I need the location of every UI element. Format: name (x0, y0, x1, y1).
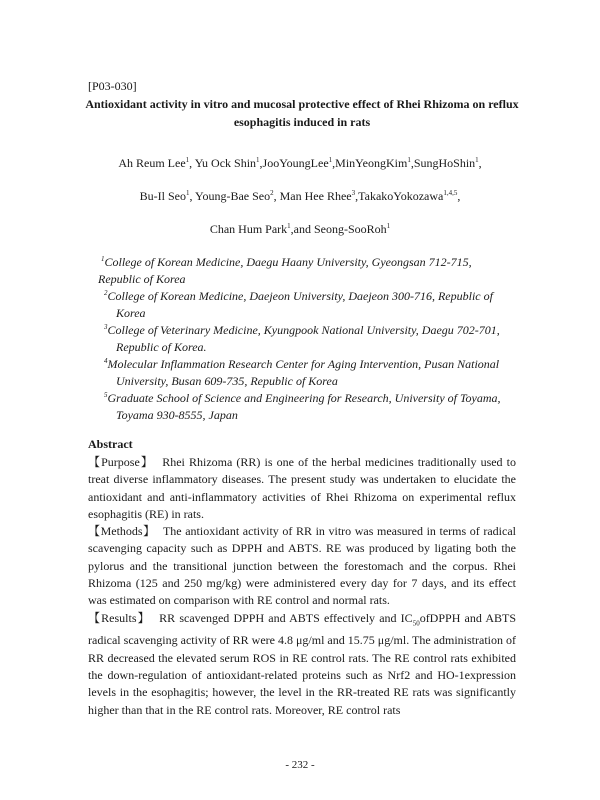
author-separator: , (189, 156, 195, 170)
methods-text: The antioxidant activity of RR in vitro was measured in terms of radical scavenging capacity such as DPPH and ABTS. RE was produced by ligating both the pylorus and the transitional junction between the forestomach and the corpus. Rhei Rhizoma (125 and 250 mg/kg) were administered every day for 7 days, and its effect was estimated on comparison with RE control and normal rats. (88, 524, 516, 608)
author-separator: , (457, 189, 461, 203)
author-name: Ah Reum Lee (118, 156, 186, 170)
affiliation-text-continued: Toyama 930-8555, Japan (116, 408, 238, 422)
author-separator: , (259, 156, 263, 170)
affiliation-mark: 2 (104, 289, 108, 297)
affiliation-text-continued: University, Busan 609-735, Republic of Korea (116, 374, 338, 388)
author-affiliation-mark: 1 (287, 222, 291, 230)
author-affiliation-mark: 3 (351, 189, 356, 197)
author-name: Chan Hum Park (209, 222, 288, 236)
affiliation-text: Molecular Inflammation Research Center for Aging Intervention, Pusan National (107, 357, 500, 371)
affiliation-item (104, 319, 519, 356)
author-separator: , (478, 156, 482, 170)
author-name: Bu-Il Seo (139, 189, 186, 203)
affiliation-item (98, 251, 516, 288)
author-name: Young-Bae Seo (195, 189, 271, 203)
affiliation-mark: 3 (104, 323, 108, 331)
author-affiliation-mark: 1 (386, 222, 391, 230)
author-affiliation-mark: 1 (185, 156, 190, 164)
affiliation-mark: 4 (104, 357, 108, 365)
paper-title: Antioxidant activity in vitro and mucosal protective effect of Rhei Rhizoma on reflux esophagitis induced in rats (85, 97, 519, 129)
affiliation-text: College of Veterinary Medicine, Kyungpook National University, Daegu 702-701, (107, 323, 500, 337)
author-affiliation-mark: 1 (256, 156, 260, 164)
results-label: 【Results】 (88, 610, 151, 625)
author-separator: ,and (290, 222, 314, 236)
affiliation-text: College of Korean Medicine, Daegu Haany University, Gyeongsan 712-715, (104, 255, 472, 269)
author-line-2 (0, 189, 600, 204)
affiliation-mark: 5 (104, 391, 108, 399)
methods-label: 【Methods】 (88, 524, 156, 539)
results-text-b: ofDPPH and ABTS radical scavenging activity of RR were 4.8 μg/ml and 15.75 μg/ml. The administration of RR decreased the elevated serum ROS in RE control rats. The RE control rats exhibited the down-regulation of antioxidant-related proteins such as Nrf2 and HO-1expression levels in the esophagitis; however, the level in the RR-treated RE rats was significantly higher than that in the RE control rats. Moreover, RE control rats (88, 610, 517, 717)
author-line-3 (0, 222, 600, 237)
author-name: TakakoYokozawa (358, 189, 444, 203)
author-separator: , (355, 189, 359, 203)
author-separator: , (273, 189, 280, 203)
affiliation-text: Graduate School of Science and Engineering for Research, University of Toyama, (107, 391, 501, 405)
purpose-text: Rhei Rhizoma (RR) is one of the herbal medicines traditionally used to treat diverse inflammatory diseases. The present study was undertaken to elucidate the antioxidant and anti-inflammatory activities of Rhei Rhizoma on experimental reflux esophagitis (RE) in rats. (88, 455, 517, 521)
author-affiliation-mark: 1 (407, 156, 411, 164)
results-paragraph (88, 610, 516, 719)
abstract-heading: Abstract (88, 437, 133, 451)
page-number: - 232 - (285, 759, 315, 771)
affiliation-text: College of Korean Medicine, Daejeon University, Daejeon 300-716, Republic of (107, 289, 493, 303)
author-line-1 (0, 156, 600, 171)
author-name: Seong-SooRoh (313, 222, 387, 236)
affiliation-item (104, 387, 519, 424)
purpose-paragraph (88, 454, 516, 523)
author-affiliation-mark: 1,4,5 (443, 189, 458, 197)
author-separator: , (332, 156, 336, 170)
purpose-label: 【Purpose】 (88, 455, 154, 469)
abstract-body (88, 454, 516, 719)
affiliation-text-continued: Korea (116, 306, 146, 320)
results-subscript: 50 (412, 619, 420, 628)
author-name: JooYoungLee (262, 156, 329, 170)
author-separator: , (189, 189, 196, 203)
affiliation-item (104, 285, 519, 322)
methods-paragraph (88, 523, 516, 609)
author-name: Man Hee Rhee (279, 189, 352, 203)
author-affiliation-mark: 2 (270, 189, 274, 197)
author-affiliation-mark: 1 (328, 156, 333, 164)
poster-code: [P03-030] (88, 79, 137, 93)
author-affiliation-mark: 1 (475, 156, 479, 164)
affiliation-text-continued: Republic of Korea (98, 272, 186, 286)
affiliation-item (104, 353, 519, 390)
author-name: Yu Ock Shin (194, 156, 257, 170)
author-name: SungHoShin (413, 156, 476, 170)
author-name: MinYeongKim (335, 156, 408, 170)
author-affiliation-mark: 1 (185, 189, 190, 197)
author-separator: , (410, 156, 414, 170)
results-text-a: RR scavenged DPPH and ABTS effectively and IC (159, 610, 413, 625)
affiliation-text-continued: Republic of Korea. (116, 340, 207, 354)
affiliation-mark: 1 (101, 255, 105, 263)
